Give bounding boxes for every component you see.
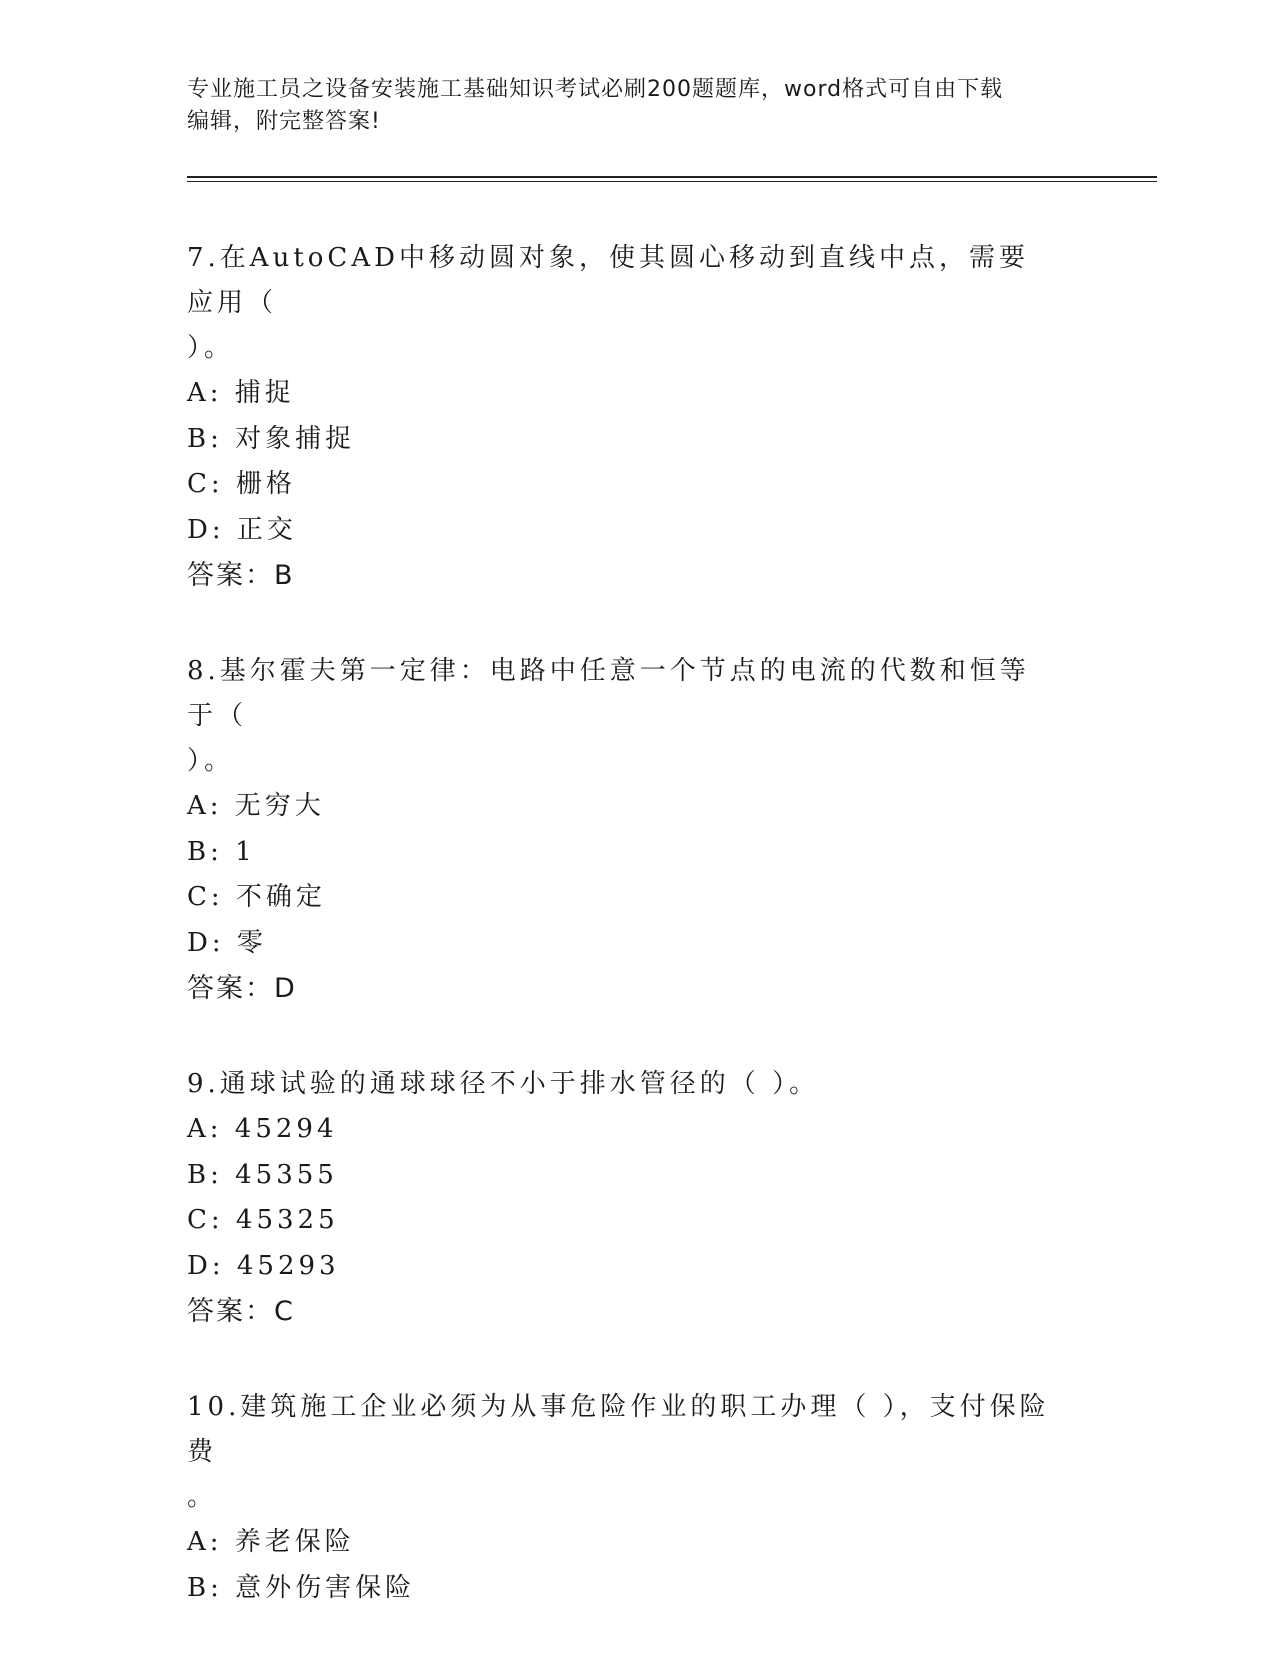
answer-text: 答案：D bbox=[187, 973, 297, 1004]
header-divider bbox=[187, 176, 1157, 178]
option-c: C: 45325 bbox=[187, 1205, 339, 1235]
question-stem-continuation: ）。 bbox=[187, 333, 235, 363]
question-stem: 10.建筑施工企业必须为从事危险作业的职工办理（ ），支付保险费 bbox=[187, 1392, 1050, 1467]
question-10 bbox=[187, 1385, 1057, 1611]
option-d: D: 45293 bbox=[187, 1250, 340, 1281]
option-b: B: 45355 bbox=[187, 1159, 338, 1190]
option-a: A: 45294 bbox=[187, 1114, 338, 1144]
header-divider-secondary bbox=[187, 181, 1157, 182]
question-stem-continuation: 。 bbox=[187, 1482, 218, 1512]
option-d: D: 零 bbox=[187, 927, 267, 958]
option-a: A: 无穷大 bbox=[187, 791, 325, 821]
question-stem: 9.通球试验的通球球径不小于排水管径的（ ）。 bbox=[187, 1069, 820, 1099]
option-a: A: 捕捉 bbox=[187, 378, 295, 408]
option-b: B: 对象捕捉 bbox=[187, 423, 356, 454]
option-a: A: 养老保险 bbox=[187, 1527, 355, 1557]
answer-text: 答案：C bbox=[187, 1296, 295, 1327]
question-stem-continuation: ）。 bbox=[187, 746, 235, 776]
option-c: C: 不确定 bbox=[187, 882, 326, 912]
option-d: D: 正交 bbox=[187, 514, 297, 545]
question-7 bbox=[187, 236, 1057, 599]
option-b: B: 1 bbox=[187, 836, 256, 867]
answer-text: 答案：B bbox=[187, 560, 295, 591]
question-stem: 7.在AutoCAD中移动圆对象，使其圆心移动到直线中点，需要应用（ bbox=[187, 243, 1029, 318]
question-8 bbox=[187, 649, 1057, 1012]
question-stem: 8.基尔霍夫第一定律：电路中任意一个节点的电流的代数和恒等于（ bbox=[187, 656, 1030, 731]
document-header bbox=[187, 74, 1087, 138]
option-c: C: 栅格 bbox=[187, 469, 296, 499]
header-title-line-2: 编辑，附完整答案! bbox=[187, 109, 381, 134]
question-list bbox=[187, 236, 1057, 1661]
question-9 bbox=[187, 1062, 1057, 1335]
header-title-line-1: 专业施工员之设备安装施工基础知识考试必刷200题题库，word格式可自由下载 bbox=[187, 77, 1004, 102]
option-b: B: 意外伤害保险 bbox=[187, 1572, 416, 1603]
